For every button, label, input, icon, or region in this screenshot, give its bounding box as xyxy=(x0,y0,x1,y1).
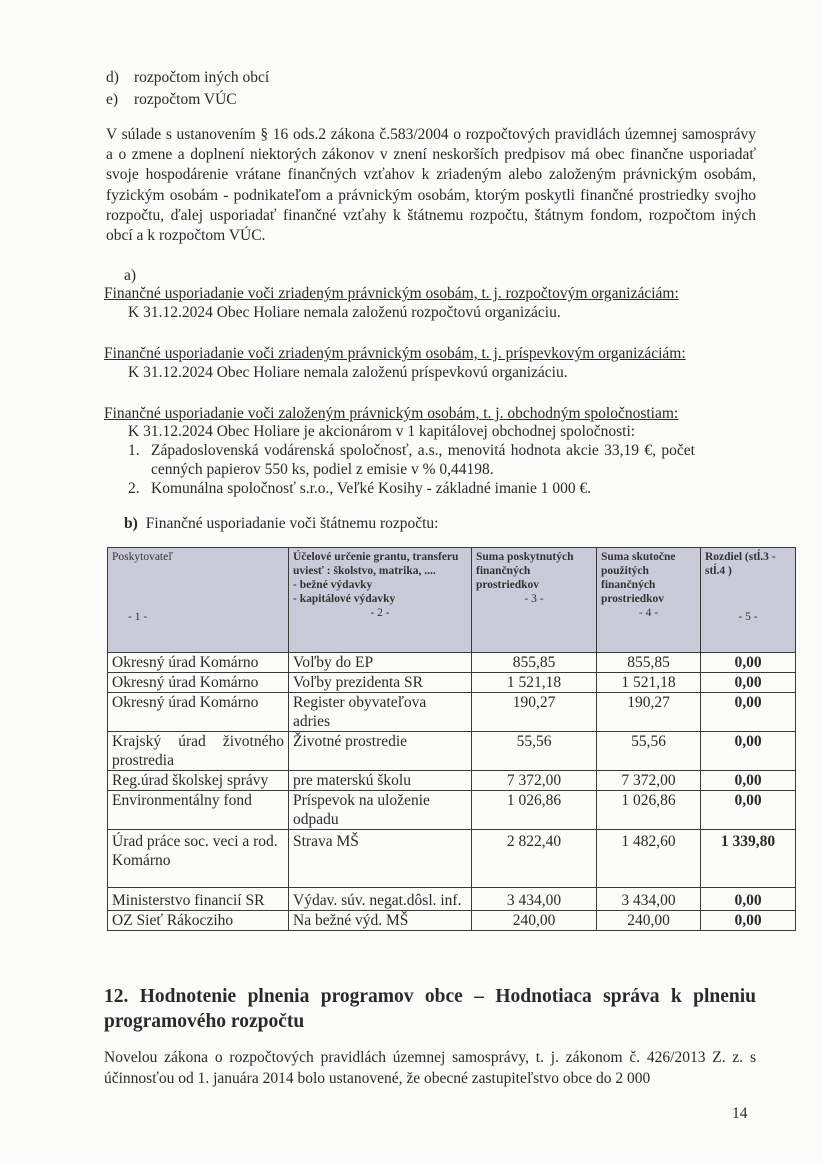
cell-provider: Ministerstvo financií SR xyxy=(108,888,289,911)
cell-diff: 0,00 xyxy=(701,911,796,931)
header-title: Suma poskytnutých finančných prostriedkov xyxy=(476,551,574,591)
cell-used: 1 482,60 xyxy=(597,830,701,888)
intro-paragraph xyxy=(106,125,756,246)
list-text: rozpočtom iných obcí xyxy=(134,69,270,86)
list-item xyxy=(128,479,758,498)
list-item xyxy=(106,90,269,112)
cell-granted: 7 372,00 xyxy=(472,771,597,791)
cell-granted: 190,27 xyxy=(472,693,597,732)
cell-used: 7 372,00 xyxy=(597,771,701,791)
table-row xyxy=(108,673,796,693)
cell-provider: Reg.úrad školskej správy xyxy=(108,771,289,791)
cell-diff: 1 339,80 xyxy=(701,830,796,888)
cell-diff: 0,00 xyxy=(701,791,796,830)
section-a-label: a) xyxy=(124,267,137,284)
item-continuation: cenných papierov 550 ks, podiel z emisie v % 0,44198. xyxy=(151,461,494,478)
cell-provider: Okresný úrad Komárno xyxy=(108,673,289,693)
cell-diff: 0,00 xyxy=(701,673,796,693)
cell-purpose: Na bežné výd. MŠ xyxy=(289,911,472,931)
list-item xyxy=(106,68,269,90)
table-row xyxy=(108,911,796,931)
intro-text: V súlade s ustanovením § 16 ods.2 zákona č.583/2004 o rozpočtových pravidlách územnej samosprávy a o zmene a doplnení niektorých zákonov v znení neskorších predpisov má obec finančne usporiadať svoje hospodárenie vrátane finančných vzťahov k zriadeným alebo založeným právnickým osobám, fyzickým osobám - podnikateľom a právnickým osobám, ktorým poskytli finančné prostriedky svojho rozpočtu, ďalej usporiadať finančné vzťahy k štátnemu rozpočtu, štátnym fondom, rozpočtom iných obcí a k rozpočtom VÚC. xyxy=(106,126,756,245)
cell-purpose: Životné prostredie xyxy=(289,732,472,771)
cell-diff: 0,00 xyxy=(701,732,796,771)
state-budget-table xyxy=(107,547,796,931)
list-top xyxy=(106,68,269,112)
cell-granted: 55,56 xyxy=(472,732,597,771)
table-header-row xyxy=(108,548,796,653)
cell-diff: 0,00 xyxy=(701,888,796,911)
company-list xyxy=(128,441,758,498)
item-text: Západoslovenská vodárenská spoločnosť, a.s., menovitá hodnota akcie 33,19 €, počet xyxy=(151,442,695,459)
header-granted xyxy=(472,548,597,653)
cell-used: 855,85 xyxy=(597,653,701,673)
cell-diff: 0,00 xyxy=(701,653,796,673)
cell-purpose: pre materskú školu xyxy=(289,771,472,791)
item-number: 2. xyxy=(128,480,140,497)
list-label: d) xyxy=(106,69,119,86)
cell-used: 1 521,18 xyxy=(597,673,701,693)
column-number: - 3 - xyxy=(524,593,544,605)
cell-purpose: Strava MŠ xyxy=(289,830,472,888)
list-label: e) xyxy=(106,91,119,108)
header-title: Účelové určenie grantu, transferu uviesť : školstvo, matrika, .... xyxy=(293,551,459,577)
table-row xyxy=(108,732,796,771)
list-item xyxy=(128,441,758,460)
table-row xyxy=(108,888,796,911)
heading-rozpoctove: Finančné usporiadanie voči zriadeným právnickým osobám, t. j. rozpočtovým organizáciám: xyxy=(104,285,679,302)
cell-granted: 2 822,40 xyxy=(472,830,597,888)
text-rozpoctove: K 31.12.2024 Obec Holiare nemala založenú rozpočtovú organizáciu. xyxy=(128,304,561,321)
cell-purpose: Register obyvateľova adries xyxy=(289,693,472,732)
section-b-heading xyxy=(124,514,439,533)
cell-purpose: Príspevok na uloženie odpadu xyxy=(289,791,472,830)
cell-purpose: Voľby do EP xyxy=(289,653,472,673)
header-purpose xyxy=(289,548,472,653)
text-prispevkove: K 31.12.2024 Obec Holiare nemala založenú príspevkovú organizáciu. xyxy=(128,364,568,381)
cell-provider: Úrad práce soc. veci a rod. Komárno xyxy=(108,830,289,888)
cell-granted: 3 434,00 xyxy=(472,888,597,911)
heading-obchodne: Finančné usporiadanie voči založeným právnickým osobám, t. j. obchodným spoločnostiam: xyxy=(104,405,679,422)
header-title: Suma skutočne použitých finančných prostriedkov xyxy=(601,551,676,605)
column-number: - 5 - xyxy=(738,611,758,623)
cell-used: 3 434,00 xyxy=(597,888,701,911)
table-row xyxy=(108,653,796,673)
column-number: - 2 - xyxy=(370,607,390,619)
header-diff xyxy=(701,548,796,653)
cell-granted: 855,85 xyxy=(472,653,597,673)
table-row xyxy=(108,771,796,791)
table-row xyxy=(108,791,796,830)
section-12-paragraph: Novelou zákona o rozpočtových pravidlách územnej samosprávy, t. j. zákonom č. 426/2013 Z. z. s účinnosťou od 1. januára 2014 bolo ustanovené, že obecné zastupiteľstvo obce do 2 000 xyxy=(104,1049,756,1087)
cell-diff: 0,00 xyxy=(701,693,796,732)
cell-used: 190,27 xyxy=(597,693,701,732)
table-row xyxy=(108,693,796,732)
table-row xyxy=(108,830,796,888)
column-number: - 1 - xyxy=(128,611,148,623)
cell-used: 55,56 xyxy=(597,732,701,771)
cell-purpose: Voľby prezidenta SR xyxy=(289,673,472,693)
header-title: Poskytovateľ xyxy=(112,551,173,563)
cell-provider: Krajský úrad životného prostredia xyxy=(108,732,289,771)
cell-purpose: Výdav. súv. negat.dôsl. inf. xyxy=(289,888,472,911)
header-title: Rozdiel (stĺ.3 - stĺ.4 ) xyxy=(705,551,776,577)
heading-prispevkove: Finančné usporiadanie voči zriadeným právnickým osobám, t. j. príspevkovým organizáciám: xyxy=(104,345,686,362)
cell-provider: Environmentálny fond xyxy=(108,791,289,830)
cell-provider: OZ Sieť Rákocziho xyxy=(108,911,289,931)
list-text: rozpočtom VÚC xyxy=(134,91,237,108)
item-text: Komunálna spoločnosť s.r.o., Veľké Kosihy - základné imanie 1 000 €. xyxy=(151,480,592,497)
item-number: 1. xyxy=(128,442,140,459)
cell-provider: Okresný úrad Komárno xyxy=(108,693,289,732)
text-obchodne: K 31.12.2024 Obec Holiare je akcionárom v 1 kapitálovej obchodnej spoločnosti: xyxy=(128,423,636,440)
header-provider xyxy=(108,548,289,653)
section-b-label: b) xyxy=(124,515,138,532)
header-used xyxy=(597,548,701,653)
cell-granted: 1 026,86 xyxy=(472,791,597,830)
page-number: 14 xyxy=(732,1105,748,1122)
cell-used: 240,00 xyxy=(597,911,701,931)
section-b-title: Finančné usporiadanie voči štátnemu rozpočtu: xyxy=(145,515,439,532)
cell-granted: 240,00 xyxy=(472,911,597,931)
header-subtitle: - bežné výdavky - kapitálové výdavky xyxy=(293,579,396,605)
column-number: - 4 - xyxy=(638,607,659,619)
cell-provider: Okresný úrad Komárno xyxy=(108,653,289,673)
cell-granted: 1 521,18 xyxy=(472,673,597,693)
cell-used: 1 026,86 xyxy=(597,791,701,830)
cell-diff: 0,00 xyxy=(701,771,796,791)
section-12-heading: 12. Hodnotenie plnenia programov obce – Hodnotiaca správa k plneniu programového rozpočtu xyxy=(104,986,756,1032)
